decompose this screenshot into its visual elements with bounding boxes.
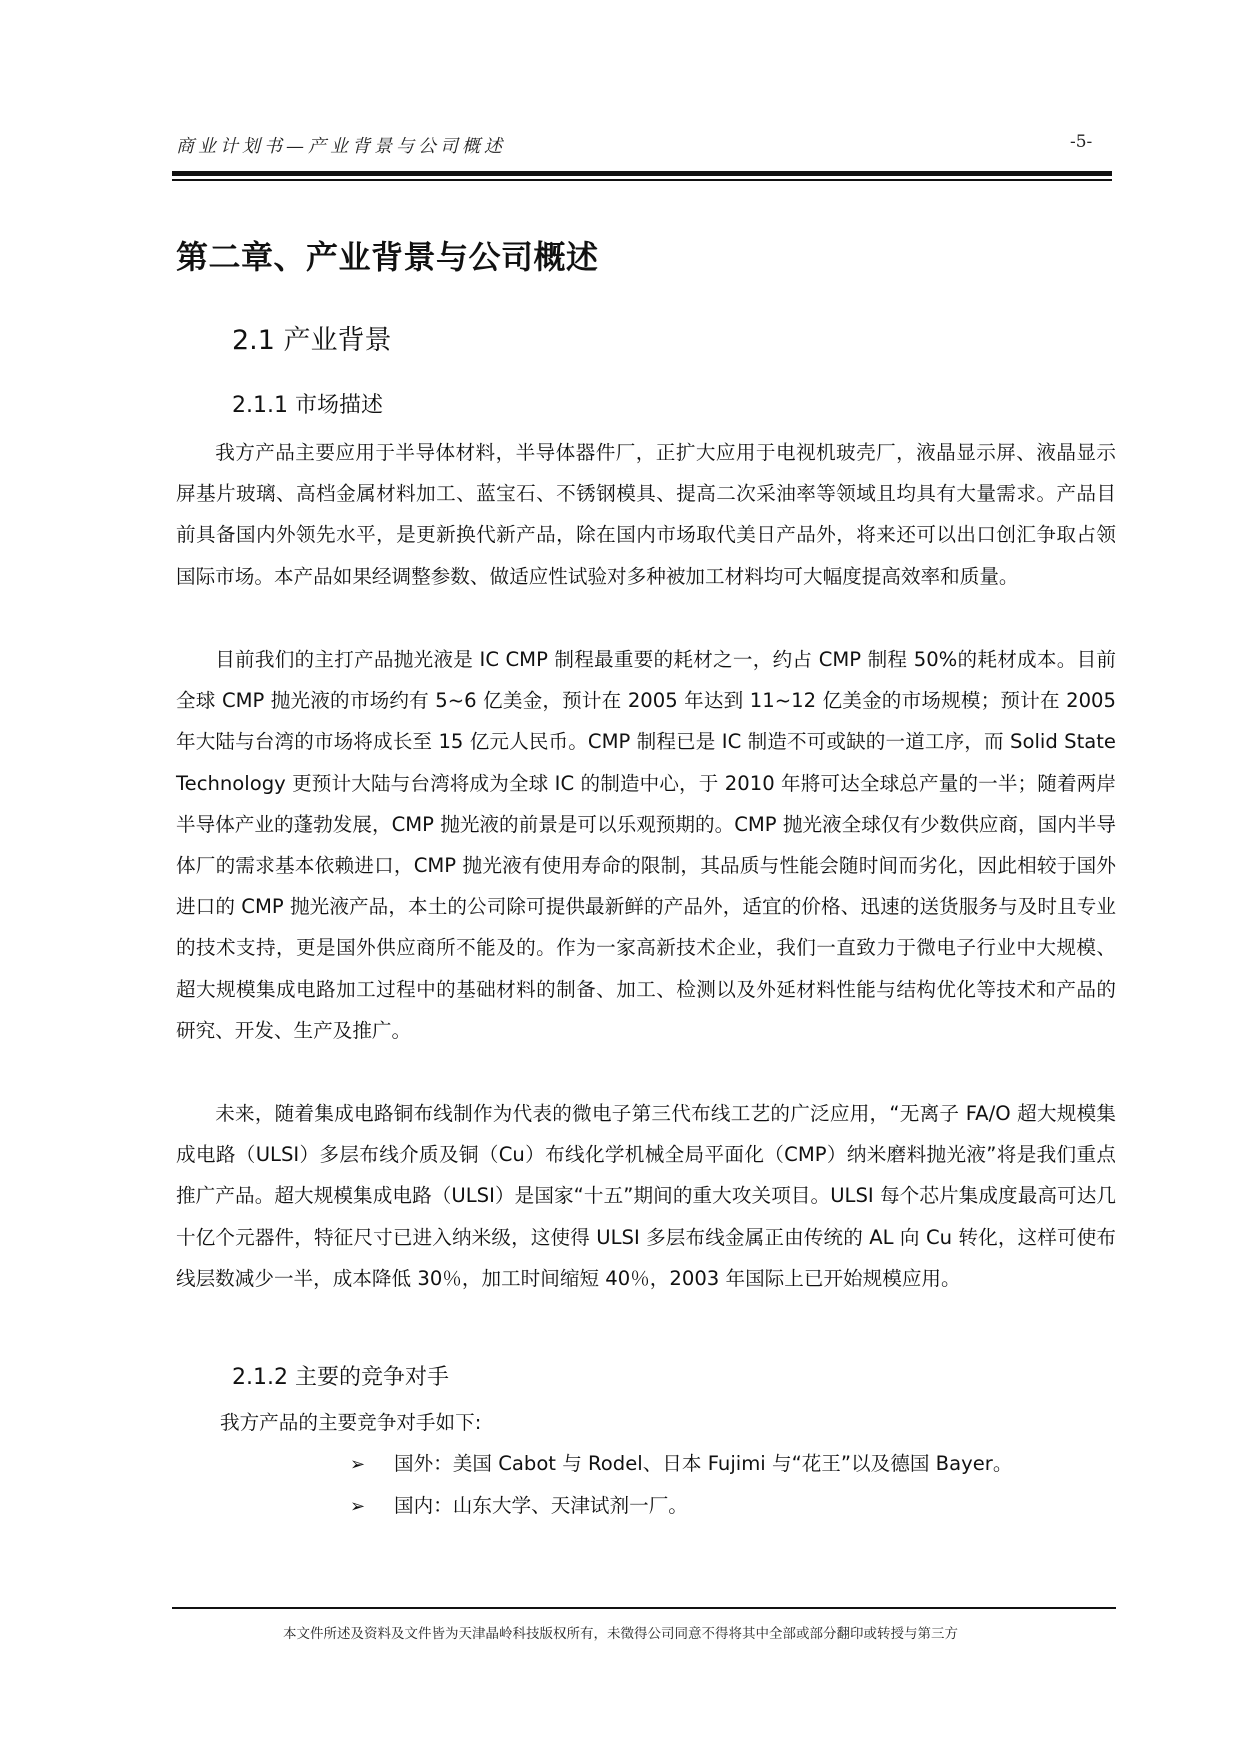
section-title: 2.1 产业背景 <box>232 325 392 356</box>
list-item-text: 国内：山东大学、天津试剂一厂。 <box>394 1494 688 1517</box>
header-rule-thick <box>172 171 1112 176</box>
paragraph: 未来，随着集成电路铜布线制作为代表的微电子第三代布线工艺的广泛应用，“无离子 FA/O 超大规模集成电路（ULSI）多层布线介质及铜（Cu）布线化学机械全局平面化（CMP）纳米磨料抛光液”将是我们重点推广产品。超大规模集成电路（ULSI）是国家“十五”期间的重大攻关项目。ULSI 每个芯片集成度最高可达几十亿个元器件，特征尺寸已进入纳米级，这使得 ULSI 多层布线金属正由传统的 AL 向 Cu 转化，这样可使布线层数减少一半，成本降低 30％，加工时间缩短 40％，2003 年国际上已开始规模应用。 <box>176 1102 1116 1290</box>
list-item <box>350 1485 688 1527</box>
header-title: 商业计划书—产业背景与公司概述 <box>176 136 506 157</box>
arrow-bullet-icon: ➢ <box>350 1454 366 1475</box>
subsection-title-market: 2.1.1 市场描述 <box>232 393 383 418</box>
header-rule-thin <box>172 179 1112 181</box>
subsection-title-competitors: 2.1.2 主要的竞争对手 <box>232 1365 449 1390</box>
footer-rule <box>172 1607 1116 1609</box>
chapter-title: 第二章、产业背景与公司概述 <box>176 238 599 276</box>
paragraph: 我方产品主要应用于半导体材料，半导体器件厂，正扩大应用于电视机玻壳厂，液晶显示屏、液晶显示屏基片玻璃、高档金属材料加工、蓝宝石、不锈钢模具、提高二次采油率等领域且均具有大量需求。产品目前具备国内外领先水平，是更新换代新产品，除在国内市场取代美日产品外，将来还可以出口创汇争取占领国际市场。本产品如果经调整参数、做适应性试验对多种被加工材料均可大幅度提高效率和质量。 <box>176 441 1116 588</box>
list-item-text: 国外：美国 Cabot 与 Rodel、日本 Fujimi 与“花王”以及德国 Bayer。 <box>394 1452 1013 1475</box>
competitors-intro: 我方产品的主要竞争对手如下: <box>220 1411 482 1434</box>
list-item <box>350 1443 1012 1485</box>
page-number: -5- <box>1070 132 1093 152</box>
arrow-bullet-icon: ➢ <box>350 1496 366 1517</box>
footer-text: 本文件所述及资料及文件皆为天津晶岭科技版权所有，未徵得公司同意不得将其中全部或部分翻印或转授与第三方 <box>283 1626 958 1642</box>
paragraph: 目前我们的主打产品抛光液是 IC CMP 制程最重要的耗材之一，约占 CMP 制程 50%的耗材成本。目前全球 CMP 抛光液的市场约有 5~6 亿美金，预计在 2005 年达到 11~12 亿美金的市场规模；预计在 2005 年大陆与台湾的市场将成长至 15 亿元人民币。CMP 制程已是 IC 制造不可或缺的一道工序，而 Solid State Technology 更预计大陆与台湾将成为全球 IC 的制造中心，于 2010 年將可达全球总产量的一半；随着两岸半导体产业的蓬勃发展，CMP 抛光液的前景是可以乐观预期的。CMP 抛光液全球仅有少数供应商，国内半导体厂的需求基本依赖进口，CMP 抛光液有使用寿命的限制，其品质与性能会随时间而劣化，因此相较于国外进口的 CMP 抛光液产品，本土的公司除可提供最新鲜的产品外，适宜的价格、迅速的送货服务与及时且专业的技术支持，更是国外供应商所不能及的。作为一家高新技术企业，我们一直致力于微电子行业中大规模、超大规模集成电路加工过程中的基础材料的制备、加工、检测以及外延材料性能与结构优化等技术和产品的研究、开发、生产及推广。 <box>176 648 1116 1042</box>
